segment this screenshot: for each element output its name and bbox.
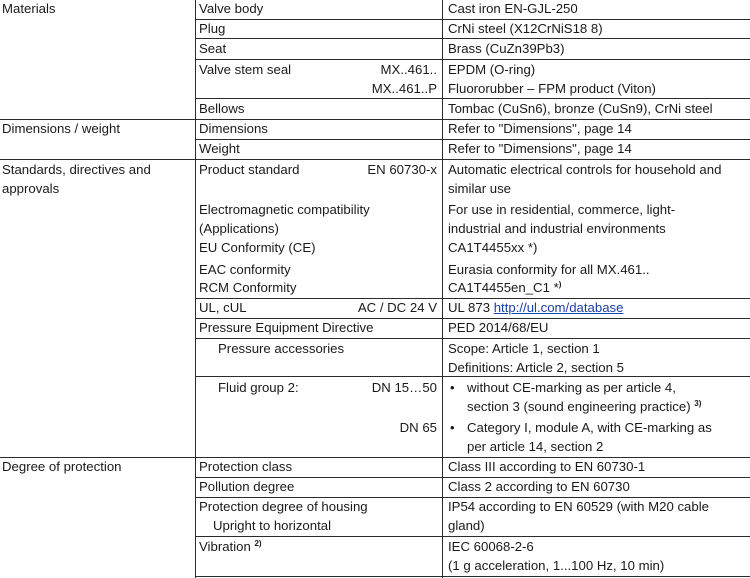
vibration-value1: IEC 60068-2-6 — [448, 539, 534, 554]
row-line — [195, 318, 750, 319]
vibration-footnote: 2) — [254, 539, 262, 548]
column-divider-left — [195, 0, 196, 578]
stem-seal-model1: MX..461.. — [380, 62, 437, 77]
plug-value: CrNi steel (X12CrNiS18 8) — [448, 21, 603, 36]
section-line — [0, 457, 750, 458]
fluid-dn2: DN 65 — [399, 420, 437, 435]
protection-class-value: Class III according to EN 60730-1 — [448, 459, 646, 474]
emc-value1: For use in residential, commerce, light- — [448, 202, 676, 217]
housing-value1: IP54 according to EN 60529 (with M20 cable — [448, 499, 709, 514]
row-line — [195, 477, 750, 478]
dimensions-value: Refer to "Dimensions", page 14 — [448, 121, 632, 136]
vibration-value2: (1 g acceleration, 1...100 Hz, 10 min) — [448, 558, 665, 573]
stem-seal-label: Valve stem seal — [199, 62, 292, 77]
rcm-conformity-label: RCM Conformity — [199, 280, 297, 295]
eu-conformity-value: CA1T4455xx *) — [448, 240, 538, 255]
product-standard-label: Product standard — [199, 162, 300, 177]
rcm-value-text: CA1T4455en_C1 * — [448, 280, 559, 295]
housing-value2: gland) — [448, 518, 485, 533]
product-standard-value2: similar use — [448, 181, 512, 196]
row-line — [195, 19, 750, 20]
row-line — [195, 536, 750, 537]
valve-body-label: Valve body — [199, 1, 264, 16]
vibration-label — [199, 539, 262, 555]
seat-value: Brass (CuZn39Pb3) — [448, 41, 565, 56]
bellows-label: Bellows — [199, 101, 245, 116]
ul-database-link[interactable]: http://ul.com/database — [493, 300, 624, 315]
emc-label2: (Applications) — [199, 221, 279, 236]
weight-value: Refer to "Dimensions", page 14 — [448, 141, 632, 156]
eu-conformity-label: EU Conformity (CE) — [199, 240, 316, 255]
fluid-dn1: DN 15…50 — [371, 380, 437, 395]
stem-seal-model2: MX..461..P — [371, 81, 437, 96]
section-line — [0, 159, 750, 160]
row-line — [195, 576, 750, 577]
row-line — [195, 298, 750, 299]
stem-seal-value1: EPDM (O-ring) — [448, 62, 536, 77]
section-standards-line1: Standards, directives and — [2, 162, 151, 177]
product-standard-code: EN 60730-x — [367, 162, 437, 177]
row-line — [195, 497, 750, 498]
ped-value: PED 2014/68/EU — [448, 320, 549, 335]
ul-value — [448, 300, 623, 316]
dimensions-label: Dimensions — [199, 121, 268, 136]
bullet-icon: • — [450, 420, 455, 435]
section-standards-line2: approvals — [2, 181, 60, 196]
column-divider-right — [442, 0, 443, 578]
protection-class-label: Protection class — [199, 459, 293, 474]
fluid-value1b — [467, 399, 701, 415]
row-line — [195, 376, 750, 377]
section-line — [0, 119, 750, 120]
eac-conformity-label: EAC conformity — [199, 262, 291, 277]
row-line — [195, 139, 750, 140]
row-line — [195, 98, 750, 99]
fluid-group-label: Fluid group 2: — [218, 380, 299, 395]
seat-label: Seat — [199, 41, 227, 56]
housing-label1: Protection degree of housing — [199, 499, 368, 514]
fluid-value2b: per article 14, section 2 — [467, 439, 604, 454]
stem-seal-value2: Fluororubber – FPM product (Viton) — [448, 81, 656, 96]
weight-label: Weight — [199, 141, 240, 156]
eac-conformity-value: Eurasia conformity for all MX.461.. — [448, 262, 650, 277]
emc-value2: industrial and industrial environments — [448, 221, 666, 236]
pollution-degree-value: Class 2 according to EN 60730 — [448, 479, 630, 494]
rcm-conformity-value — [448, 280, 561, 296]
row-line — [195, 59, 750, 60]
product-standard-value1: Automatic electrical controls for household and — [448, 162, 722, 177]
section-materials: Materials — [2, 1, 56, 16]
ul-voltage: AC / DC 24 V — [357, 300, 437, 315]
housing-label2: Upright to horizontal — [213, 518, 332, 533]
ul-value-prefix: UL 873 — [448, 300, 494, 315]
bellows-value: Tombac (CuSn6), bronze (CuSn9), CrNi steel — [448, 101, 713, 116]
fluid-footnote: 3) — [694, 399, 702, 408]
valve-body-value: Cast iron EN-GJL-250 — [448, 1, 578, 16]
pressure-accessories-label: Pressure accessories — [218, 341, 345, 356]
section-degree-protection: Degree of protection — [2, 459, 122, 474]
fluid-value1b-text: section 3 (sound engineering practice) — [467, 399, 695, 414]
bullet-icon: • — [450, 380, 455, 395]
ul-label: UL, cUL — [199, 300, 247, 315]
row-line — [195, 38, 750, 39]
pollution-degree-label: Pollution degree — [199, 479, 295, 494]
fluid-value1a: without CE-marking as per article 4, — [467, 380, 676, 395]
ped-label: Pressure Equipment Directive — [199, 320, 374, 335]
fluid-value2a: Category I, module A, with CE-marking as — [467, 420, 712, 435]
row-line — [195, 338, 750, 339]
pressure-accessories-value2: Definitions: Article 2, section 5 — [448, 360, 624, 375]
vibration-label-text: Vibration — [199, 539, 255, 554]
plug-label: Plug — [199, 21, 226, 36]
section-dimensions-weight: Dimensions / weight — [2, 121, 121, 136]
rcm-footnote: ) — [558, 280, 562, 289]
emc-label1: Electromagnetic compatibility — [199, 202, 370, 217]
pressure-accessories-value1: Scope: Article 1, section 1 — [448, 341, 600, 356]
